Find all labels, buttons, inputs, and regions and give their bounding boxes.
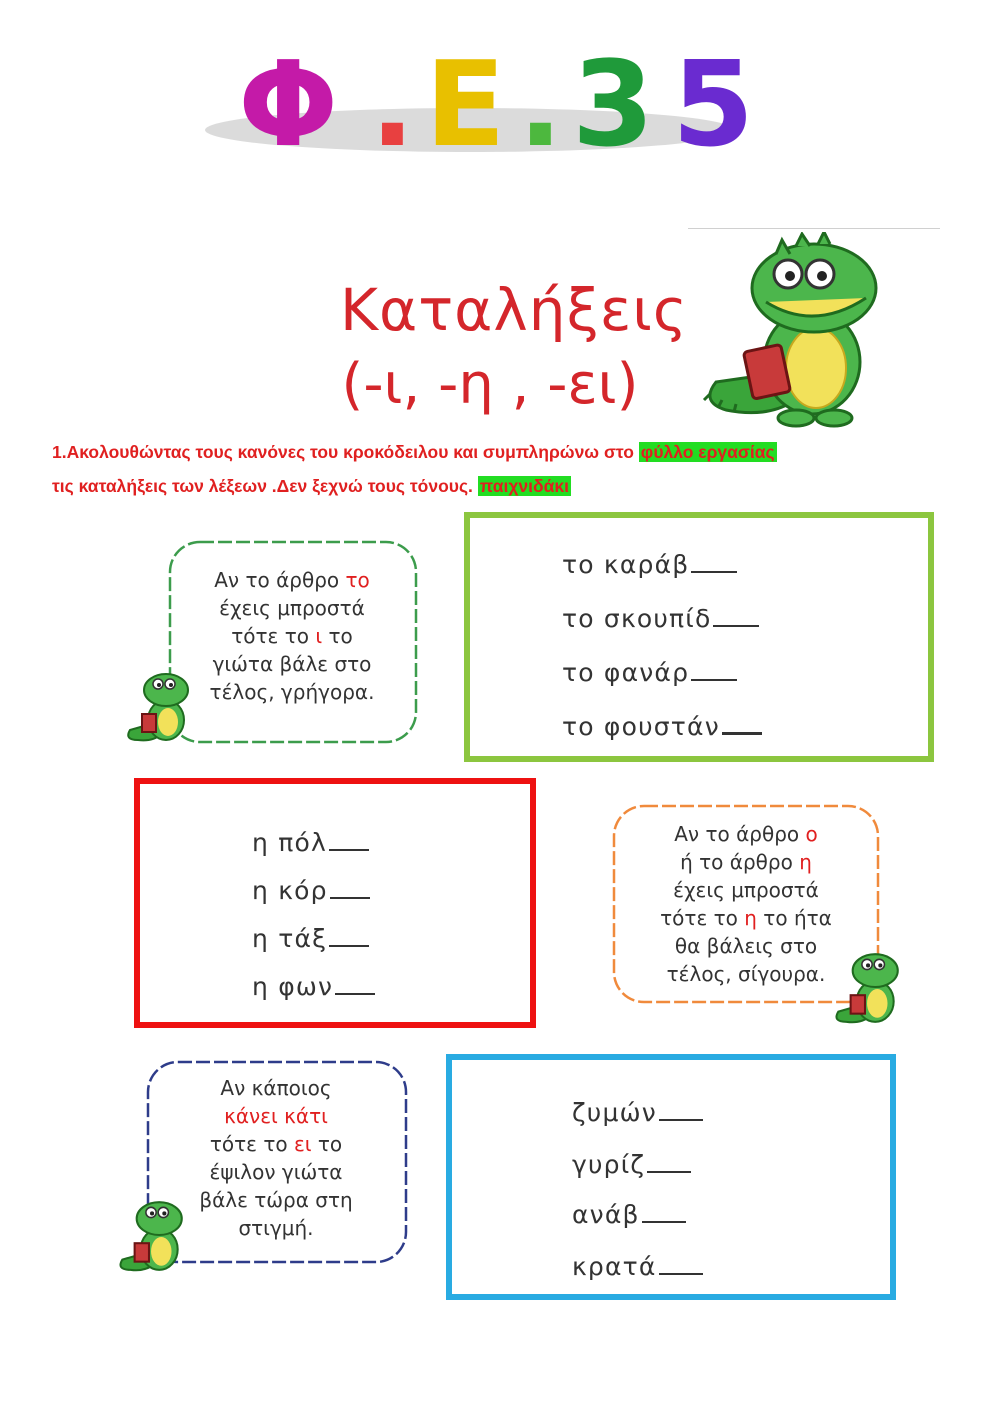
rule-feminine-text: Αν το άρθρο ο ή το άρθρο η έχεις μπροστά τότε το η το ήτα θα βάλεις στο τέλος, σίγουρα. xyxy=(660,822,832,986)
exercise-item[interactable]: η τάξ xyxy=(252,924,369,953)
instruction-line-2 xyxy=(52,474,932,498)
small-crocodile-icon xyxy=(830,946,902,1028)
worksheet-link[interactable]: φύλλο εργασίας xyxy=(640,442,775,462)
exercise-item[interactable]: ζυμών xyxy=(572,1098,703,1127)
divider-line xyxy=(688,228,940,229)
exercise-item[interactable]: το καράβ xyxy=(562,550,737,579)
header-letter-e: Ε xyxy=(425,35,506,170)
exercise-box-feminine xyxy=(134,778,536,1028)
header-word-art xyxy=(200,20,800,170)
header-letter-dot-1: . xyxy=(370,35,415,170)
exercise-item[interactable]: γυρίζ xyxy=(572,1150,691,1179)
exercise-item[interactable]: η φων xyxy=(252,972,375,1001)
exercise-item[interactable]: κρατά xyxy=(572,1252,703,1281)
exercise-box-verb xyxy=(446,1054,896,1300)
instruction-text-2: τις καταλήξεις των λέξεων .Δεν ξεχνώ τους τόνους. xyxy=(52,476,478,496)
header-letter-dot-2: . xyxy=(518,35,563,170)
game-link[interactable]: παιχνιδάκι xyxy=(479,476,569,496)
page-subtitle: (-ι, -η , -ει) xyxy=(341,352,639,417)
rule-neuter-text: Αν το άρθρο το έχεις μπροστά τότε το ι το γιώτα βάλε στο τέλος, γρήγορα. xyxy=(209,568,375,704)
header-letter-phi: Φ xyxy=(238,35,339,170)
exercise-item[interactable]: η κόρ xyxy=(252,876,370,905)
small-crocodile-icon xyxy=(122,666,192,746)
exercise-item[interactable]: το φανάρ xyxy=(562,658,737,687)
exercise-item[interactable]: το σκουπίδ xyxy=(562,604,759,633)
exercise-box-neuter xyxy=(464,512,934,762)
header-letter-3: 3 xyxy=(572,35,655,170)
crocodile-mascot-icon xyxy=(696,232,882,428)
exercise-item[interactable]: η πόλ xyxy=(252,828,369,857)
small-crocodile-icon xyxy=(114,1194,186,1276)
header-letter-5: 5 xyxy=(672,35,755,170)
exercise-item[interactable]: το φουστάν xyxy=(562,712,762,741)
page-title: Καταλήξεις xyxy=(340,276,688,344)
exercise-item[interactable]: ανάβ xyxy=(572,1200,686,1229)
instruction-text-1: 1.Ακολουθώντας τους κανόνες του κροκόδειλου και συμπληρώνω στο xyxy=(52,442,639,462)
instruction-line-1 xyxy=(52,440,932,464)
rule-verb-text: Αν κάποιος κάνει κάτι τότε το ει το έψιλον γιώτα βάλε τώρα στη στιγμή. xyxy=(199,1076,353,1240)
